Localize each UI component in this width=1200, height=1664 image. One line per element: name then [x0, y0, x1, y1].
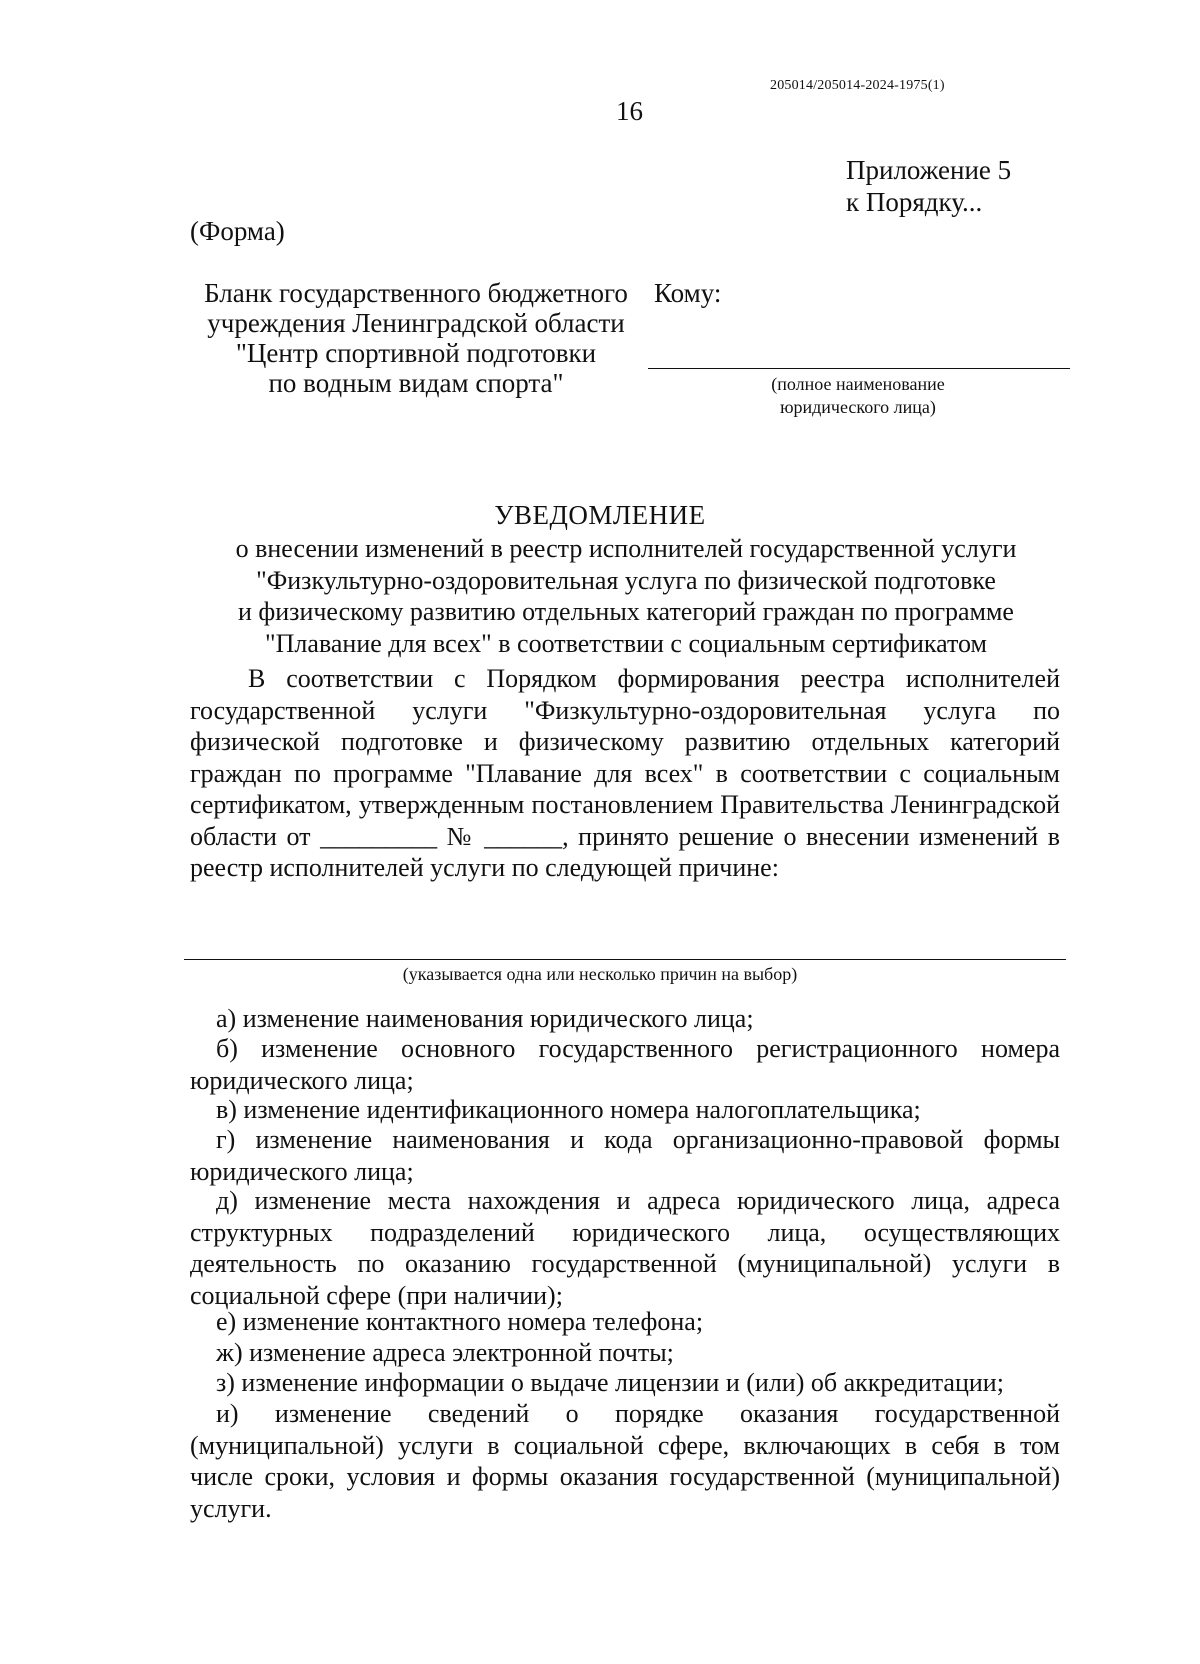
reason-item: д) изменение места нахождения и адреса юридического лица, адреса структурных подразделений юридического лица, осуществляющих деятельность по оказанию государственной (муниципальной) услуги в социальной сфере (при наличии);: [190, 1186, 1060, 1310]
letterhead: [186, 278, 646, 398]
reason-item: ж) изменение адреса электронной почты;: [216, 1338, 674, 1367]
reason-item: в) изменение идентификационного номера налогоплательщика;: [216, 1095, 921, 1124]
reason-fill-line: [184, 959, 1066, 960]
appendix-line: Приложение 5: [846, 155, 1012, 185]
reason-item: б) изменение основного государственного регистрационного номера юридического лица;: [190, 1034, 1060, 1095]
recipient-hint: [702, 373, 1014, 419]
recipient-label: Кому:: [654, 278, 722, 308]
notice-title: УВЕДОМЛЕНИЕ: [494, 500, 706, 530]
reason-item: е) изменение контактного номера телефона;: [216, 1307, 704, 1336]
recipient-fill-line: [648, 368, 1070, 369]
reason-item: з) изменение информации о выдаче лицензии и (или) об аккредитации;: [216, 1368, 1004, 1397]
page-number: 16: [616, 96, 643, 126]
appendix-reference: [846, 154, 1011, 218]
reason-item: г) изменение наименования и кода организационно-правовой формы юридического лица;: [190, 1125, 1060, 1186]
notice-subtitle-line: "Плавание для всех" в соответствии с социальным сертификатом: [265, 628, 987, 658]
reason-item: а) изменение наименования юридического лица;: [216, 1004, 754, 1033]
recipient-hint-line: (полное наименование: [771, 374, 945, 394]
letterhead-line: Бланк государственного бюджетного: [204, 278, 628, 308]
letterhead-line: учреждения Ленинградской области: [207, 308, 625, 338]
form-label: (Форма): [190, 216, 285, 246]
notice-subtitle-line: "Физкультурно-оздоровительная услуга по физической подготовке: [256, 565, 996, 595]
notice-subtitle-line: о внесении изменений в реестр исполнителей государственной услуги: [235, 534, 1017, 563]
reason-hint: (указывается одна или несколько причин на выбор): [402, 964, 798, 984]
letterhead-line: "Центр спортивной подготовки: [235, 338, 597, 368]
document-id: 205014/205014-2024-1975(1): [770, 78, 945, 93]
notice-subtitle-line: и физическому развитию отдельных категорий граждан по программе: [238, 597, 1014, 626]
body-paragraph: В соответствии с Порядком формирования реестра исполнителей государственной услуги "Физкультурно-оздоровительная услуга по физической подготовке и физическому развитию отдельных категорий граждан по программе "Плавание для всех" в соответствии с социальным сертификатом, утвержденным постановлением Правительства Ленинградской области от _________ № ______, принято решение о внесении изменений в реестр исполнителей услуги по следующей причине:: [190, 664, 1060, 882]
letterhead-line: по водным видам спорта": [268, 368, 564, 398]
reason-item: и) изменение сведений о порядке оказания государственной (муниципальной) услуги в социальной сфере, включающих в себя в том числе сроки, условия и формы оказания государственной (муниципальной) услуги.: [190, 1399, 1060, 1523]
appendix-line: к Порядку...: [846, 187, 983, 217]
recipient-hint-line: юридического лица): [780, 397, 936, 417]
notice-subtitle: [186, 533, 1066, 659]
